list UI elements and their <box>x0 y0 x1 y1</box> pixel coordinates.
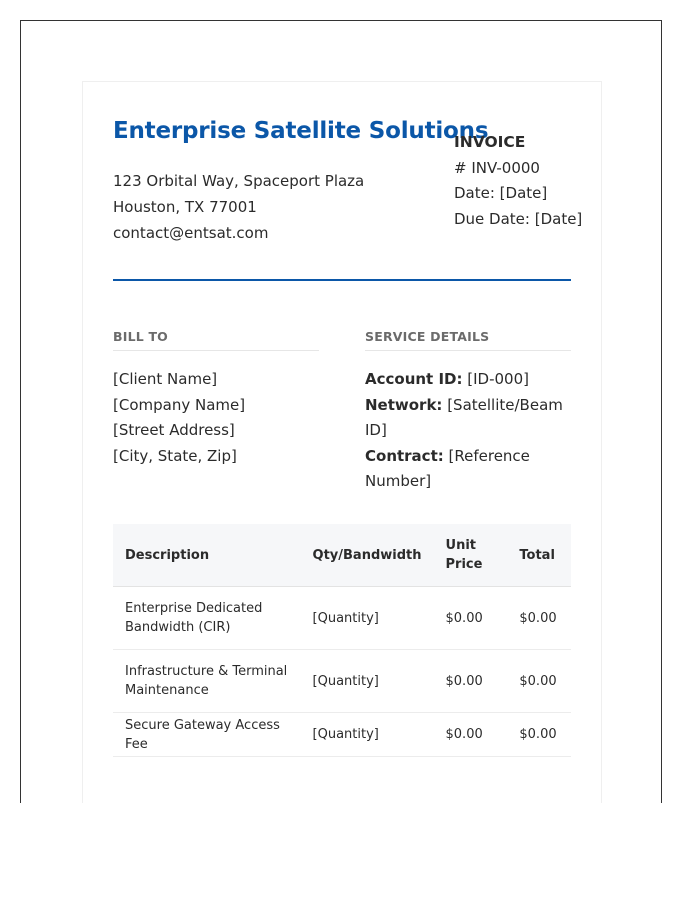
service-network-row <box>365 393 575 444</box>
company-address <box>113 168 364 246</box>
row-qty: [Quantity] <box>301 587 434 650</box>
network-label: Network: <box>365 395 443 414</box>
table-header-row <box>113 524 571 587</box>
account-id-label: Account ID: <box>365 370 463 388</box>
contract-label: Contract: <box>365 446 444 465</box>
page-frame <box>20 20 662 803</box>
invoice-due-date: Due Date: [Date] <box>454 209 583 228</box>
row-unit-price: $0.00 <box>434 713 508 757</box>
row-total: $0.00 <box>507 650 571 713</box>
row-total: $0.00 <box>507 713 571 757</box>
invoice-number: # INV-0000 <box>454 158 540 177</box>
bill-to-client-name: [Client Name] <box>113 370 218 388</box>
table-row <box>113 713 571 757</box>
service-details-block <box>365 367 575 495</box>
network-value: [Satellite/Beam ID] <box>365 395 563 439</box>
invoice-sheet <box>82 81 602 803</box>
invoice-date: Date: [Date] <box>454 184 548 202</box>
bill-to-company-name: [Company Name] <box>113 395 246 414</box>
row-total: $0.00 <box>507 587 571 650</box>
company-address-line2: Houston, TX 77001 <box>113 198 257 216</box>
header-unit-price: Unit Price <box>434 524 508 587</box>
row-qty: [Quantity] <box>301 713 434 757</box>
service-details-heading: SERVICE DETAILS <box>365 329 571 351</box>
line-items-table <box>113 524 571 757</box>
table-row <box>113 587 571 650</box>
header-description: Description <box>113 524 301 587</box>
company-name: Enterprise Satellite Solutions <box>113 118 489 144</box>
row-description: Secure Gateway Access Fee <box>113 713 301 757</box>
row-unit-price: $0.00 <box>434 650 508 713</box>
invoice-label: INVOICE <box>454 133 526 151</box>
header-qty-bandwidth: Qty/Bandwidth <box>301 524 434 587</box>
header-total: Total <box>507 524 571 587</box>
row-unit-price: $0.00 <box>434 587 508 650</box>
row-description: Infrastructure & Terminal Maintenance <box>113 650 301 713</box>
company-address-line1: 123 Orbital Way, Spaceport Plaza <box>113 172 365 190</box>
bill-to-city-state-zip: [City, State, Zip] <box>113 446 237 465</box>
header-divider <box>113 279 571 281</box>
bill-to-street-address: [Street Address] <box>113 421 235 439</box>
account-id-value: [ID-000] <box>462 370 529 388</box>
company-email: contact@entsat.com <box>113 224 269 242</box>
row-qty: [Quantity] <box>301 650 434 713</box>
table-row <box>113 650 571 713</box>
service-contract-row <box>365 444 575 495</box>
service-account-row <box>365 367 575 393</box>
bill-to-heading: BILL TO <box>113 329 319 351</box>
invoice-meta <box>454 130 582 232</box>
contract-value: [Reference Number] <box>365 446 530 490</box>
bill-to-block <box>113 367 245 469</box>
row-description: Enterprise Dedicated Bandwidth (CIR) <box>113 587 301 650</box>
